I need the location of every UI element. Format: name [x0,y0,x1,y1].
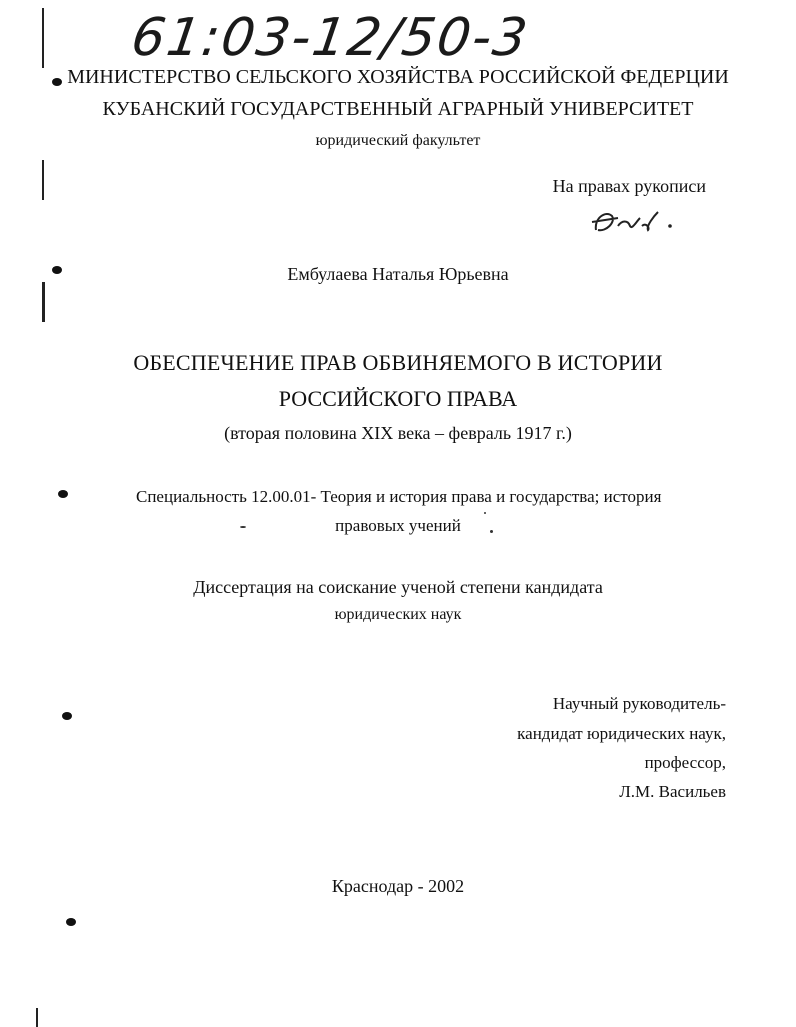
ministry-name: МИНИСТЕРСТВО СЕЛЬСКОГО ХОЗЯЙСТВА РОССИЙСКОЙ ФЕДЕРЦИИ [67,66,729,88]
punch-hole-icon [58,490,68,498]
signature-icon [588,200,678,240]
specialty-line1: Специальность 12.00.01- Теория и история права и государства; история [136,487,662,506]
dissertation-title-line2: РОССИЙСКОГО ПРАВА [278,386,518,411]
author-name: Ембулаева Наталья Юрьевна [287,264,509,284]
scan-edge-mark [36,1008,38,1027]
title-period: (вторая половина XIX века – февраль 1917 г.) [224,423,572,443]
scan-edge-mark [42,8,44,68]
scan-edge-mark [42,282,45,322]
supervisor-name: Л.М. Васильев [619,782,726,801]
punch-hole-icon [66,918,76,926]
punch-hole-icon [62,712,72,720]
university-name: КУБАНСКИЙ ГОСУДАРСТВЕННЫЙ АГРАРНЫЙ УНИВЕРСИТЕТ [102,98,694,120]
dissertation-title-line1: ОБЕСПЕЧЕНИЕ ПРАВ ОБВИНЯЕМОГО В ИСТОРИИ [133,350,663,375]
specialty-line2: правовых учений [335,516,461,535]
scan-edge-mark [42,160,44,200]
place-year: Краснодар - 2002 [331,876,465,896]
degree-line2: юридических наук [334,606,462,623]
supervisor-degree: кандидат юридических наук, [517,724,726,743]
archive-number-handwritten: 61:03-12/50-3 [127,8,533,68]
degree-line1: Диссертация на соискание ученой степени кандидата [193,577,603,597]
scan-speck [484,512,486,514]
supervisor-title: профессор, [644,753,726,772]
supervisor-role: Научный руководитель- [552,694,726,713]
manuscript-rights: На правах рукописи [552,176,706,196]
faculty-name: юридический факультет [315,132,481,149]
